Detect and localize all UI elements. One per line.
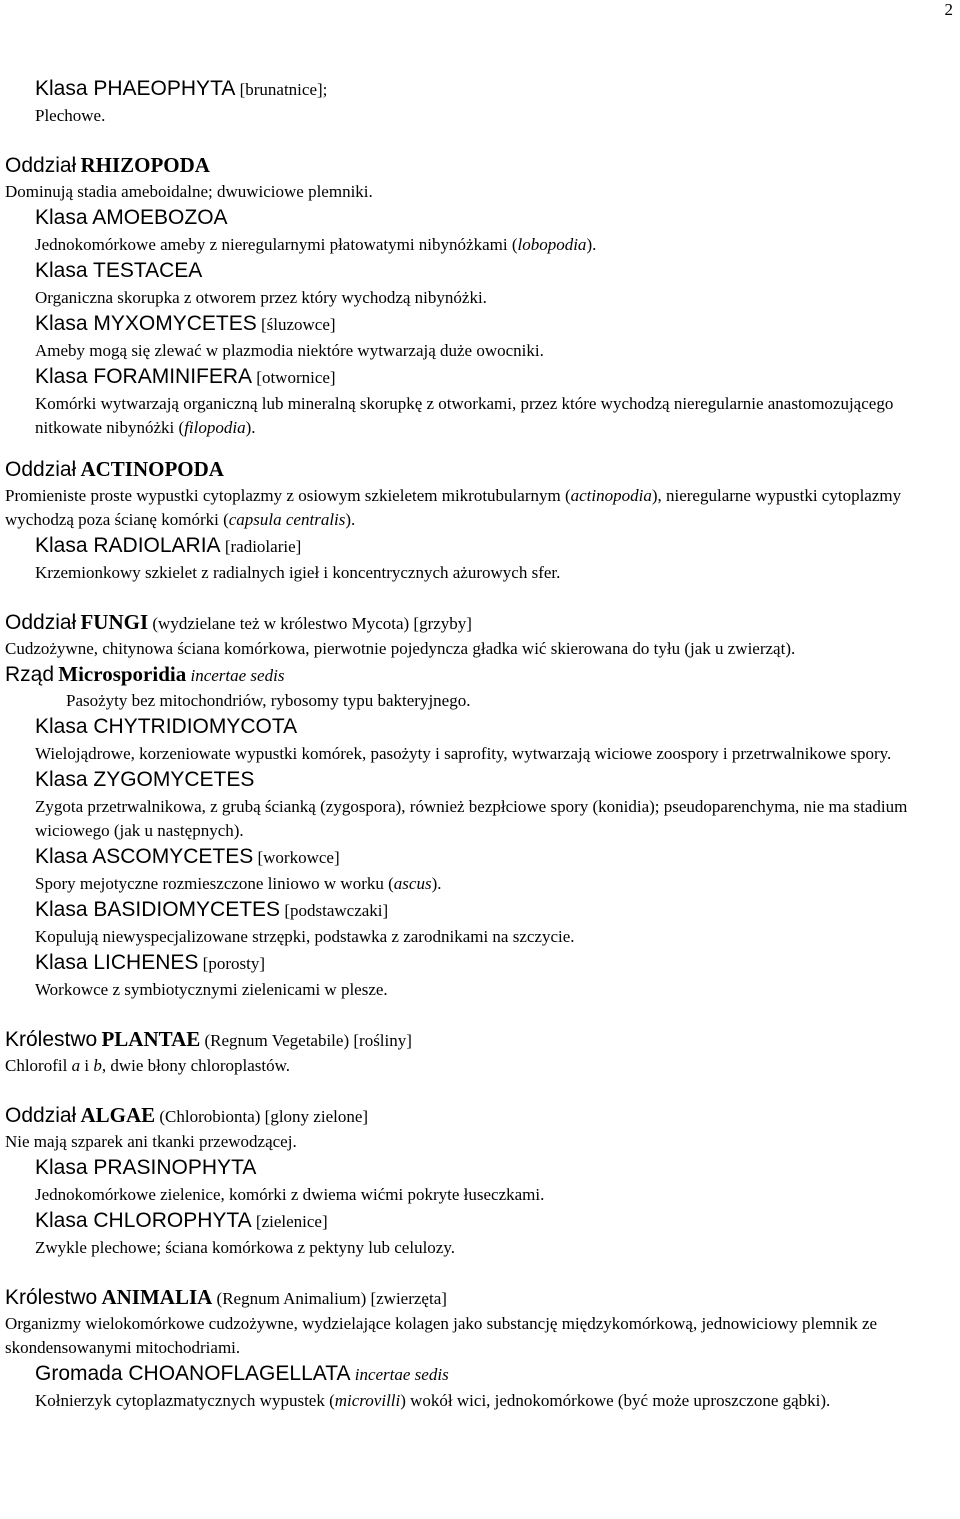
class-chytridiomycota-desc: Wielojądrowe, korzeniowate wypustki komórek, pasożyty i saprofity, wytwarzają wiciowe zoospory i przetrwalnikowe spory. bbox=[35, 744, 892, 763]
class-phaeophyta-heading: Klasa PHAEOPHYTA [brunatnice]; bbox=[35, 77, 328, 100]
division-rhizopoda-heading: Oddział RHIZOPODA bbox=[5, 153, 210, 177]
page-number: 2 bbox=[944, 0, 953, 19]
class-radiolaria-desc: Krzemionkowy szkielet z radialnych igieł i koncentrycznych ażurowych sfer. bbox=[35, 563, 561, 582]
class-zygomycetes-desc: Zygota przetrwalnikowa, z grubą ścianką (zygospora), również bezpłciowe spory (konidia); pseudoparenchyma, nie ma stadium wiciowego (jak u następnych). bbox=[35, 797, 908, 840]
division-actinopoda-heading: Oddział ACTINOPODA bbox=[5, 457, 224, 481]
class-prasinophyta-heading: Klasa PRASINOPHYTA bbox=[35, 1156, 257, 1179]
class-amoebozoa-heading: Klasa AMOEBOZOA bbox=[35, 206, 228, 229]
class-myxomycetes-heading: Klasa MYXOMYCETES [śluzowce] bbox=[35, 312, 336, 335]
class-prasinophyta-desc: Jednokomórkowe zielenice, komórki z dwiema wićmi pokryte łuseczkami. bbox=[35, 1185, 545, 1204]
class-amoebozoa-desc: Jednokomórkowe ameby z nieregularnymi płatowatymi nibynóżkami (lobopodia). bbox=[35, 235, 597, 254]
class-basidiomycetes-desc: Kopulują niewyspecjalizowane strzępki, podstawka z zarodnikami na szczycie. bbox=[35, 927, 575, 946]
phylum-choanoflagellata-desc: Kołnierzyk cytoplazmatycznych wypustek (microvilli) wokół wici, jednokomórkowe (być może uproszczone gąbki). bbox=[35, 1391, 831, 1410]
class-basidiomycetes-heading: Klasa BASIDIOMYCETES [podstawczaki] bbox=[35, 898, 389, 921]
class-ascomycetes-desc: Spory mejotyczne rozmieszczone liniowo w worku (ascus). bbox=[35, 874, 442, 893]
class-lichenes-desc: Workowce z symbiotycznymi zielenicami w plesze. bbox=[35, 980, 388, 999]
division-rhizopoda-desc: Dominują stadia ameboidalne; dwuwiciowe plemniki. bbox=[5, 182, 373, 201]
document-body bbox=[5, 75, 955, 1413]
division-algae-desc: Nie mają szparek ani tkanki przewodzącej. bbox=[5, 1132, 297, 1151]
division-algae-heading: Oddział ALGAE (Chlorobionta) [glony zielone] bbox=[5, 1103, 369, 1127]
division-fungi-desc: Cudzożywne, chitynowa ściana komórkowa, pierwotnie pojedyncza gładka wić skierowana do tyłu (jak u zwierząt). bbox=[5, 639, 796, 658]
division-actinopoda-desc: Promieniste proste wypustki cytoplazmy z osiowym szkieletem mikrotubularnym (actinopodia), nieregularne wypustki cytoplazmy wychodzą poza ścianę komórki (capsula centralis). bbox=[5, 486, 902, 529]
class-ascomycetes-heading: Klasa ASCOMYCETES [workowce] bbox=[35, 845, 340, 868]
class-testacea-desc: Organiczna skorupka z otworem przez który wychodzą nibynóżki. bbox=[35, 288, 487, 307]
class-myxomycetes-desc: Ameby mogą się zlewać w plazmodia niektóre wytwarzają duże owocniki. bbox=[35, 341, 544, 360]
class-chlorophyta-heading: Klasa CHLOROPHYTA [zielenice] bbox=[35, 1209, 328, 1232]
kingdom-plantae-desc: Chlorofil a i b, dwie błony chloroplastów. bbox=[5, 1056, 291, 1075]
class-radiolaria-heading: Klasa RADIOLARIA [radiolarie] bbox=[35, 534, 302, 557]
order-microsporidia-desc: Pasożyty bez mitochondriów, rybosomy typu bakteryjnego. bbox=[66, 691, 471, 710]
class-chlorophyta-desc: Zwykle plechowe; ściana komórkowa z pektyny lub celulozy. bbox=[35, 1238, 455, 1257]
class-lichenes-heading: Klasa LICHENES [porosty] bbox=[35, 951, 265, 974]
class-zygomycetes-heading: Klasa ZYGOMYCETES bbox=[35, 768, 255, 791]
class-testacea-heading: Klasa TESTACEA bbox=[35, 259, 203, 282]
class-phaeophyta-desc: Plechowe. bbox=[35, 106, 106, 125]
order-microsporidia-heading: Rząd Microsporidia incertae sedis bbox=[5, 662, 285, 686]
phylum-choanoflagellata-heading: Gromada CHOANOFLAGELLATA incertae sedis bbox=[35, 1362, 449, 1385]
class-chytridiomycota-heading: Klasa CHYTRIDIOMYCOTA bbox=[35, 715, 298, 738]
kingdom-plantae-heading: Królestwo PLANTAE (Regnum Vegetabile) [rośliny] bbox=[5, 1027, 412, 1051]
class-foraminifera-heading: Klasa FORAMINIFERA [otwornice] bbox=[35, 365, 336, 388]
class-foraminifera-desc: Komórki wytwarzają organiczną lub mineralną skorupkę z otworkami, przez które wychodzą nieregularnie anastomozującego nitkowate nibynóżki (filopodia). bbox=[35, 394, 894, 437]
kingdom-animalia-heading: Królestwo ANIMALIA (Regnum Animalium) [zwierzęta] bbox=[5, 1285, 447, 1309]
kingdom-animalia-desc: Organizmy wielokomórkowe cudzożywne, wydzielające kolagen jako substancję międzykomórkową, jednowiciowy plemnik ze skondensowanymi mitochodriami. bbox=[5, 1314, 878, 1357]
division-fungi-heading: Oddział FUNGI (wydzielane też w królestwo Mycota) [grzyby] bbox=[5, 610, 472, 634]
